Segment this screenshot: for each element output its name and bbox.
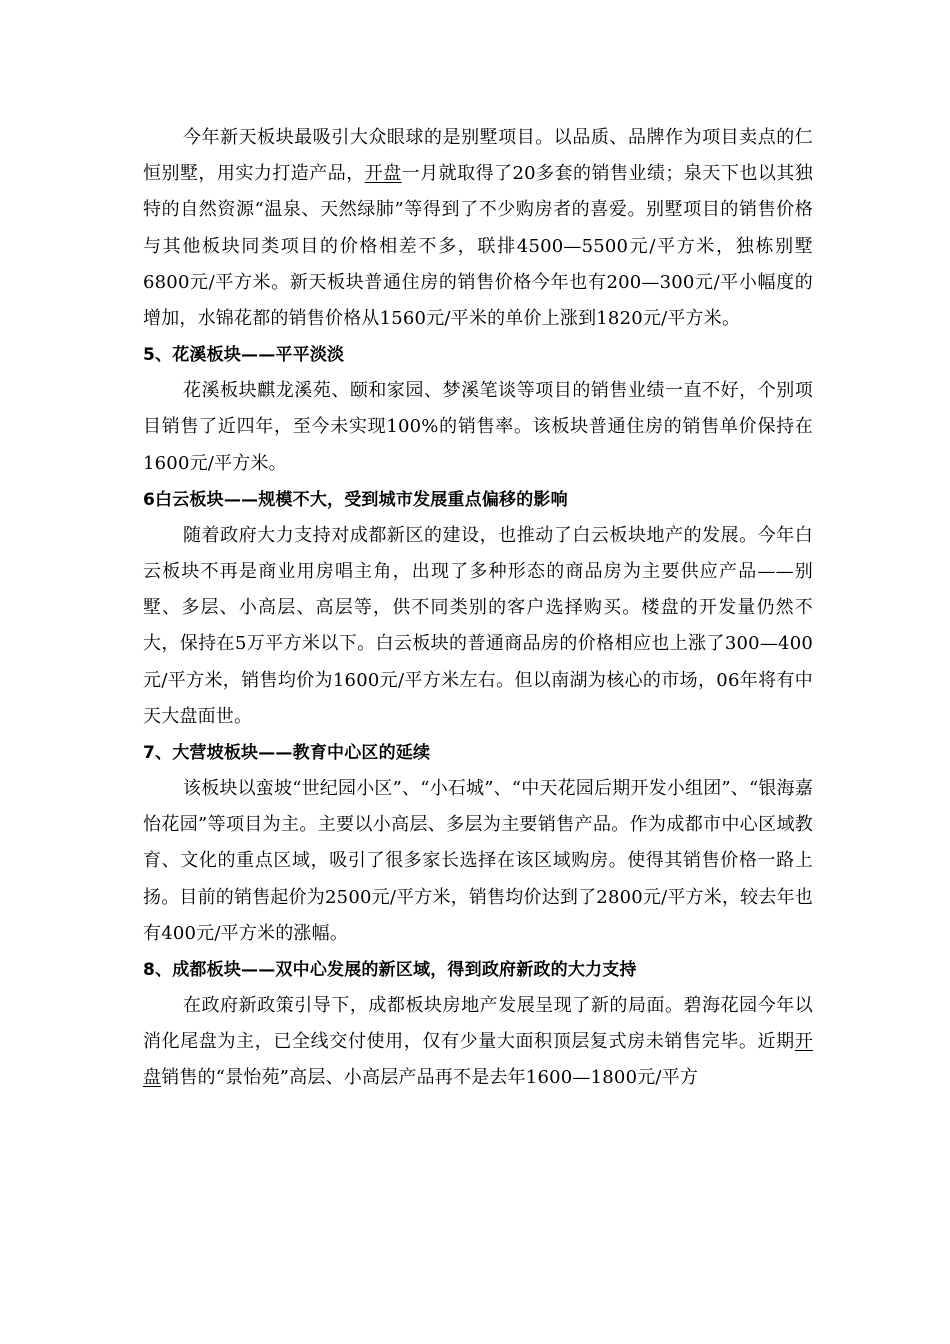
paragraph-baiyun: 随着政府大力支持对成都新区的建设，也推动了白云板块地产的发展。今年白云板块不再是商业用房唱主角，出现了多种形态的商品房为主要供应产品——别墅、多层、小高层、高层等，供不同类别的客户选择购买。楼盘的开发量仍然不大，保持在5万平方米以下。白云板块的普通商品房的价格相应也上涨了300—400元/平方米，销售均价为1600元/平方米左右。但以南湖为核心的市场，06年将有中天大盘面世。	[143, 524, 813, 727]
kaipan-link[interactable]: 开盘	[143, 1031, 813, 1089]
document-body	[143, 120, 813, 1097]
paragraph-xintian-villas	[143, 120, 813, 337]
section-heading-8: 8、成都板块——双中心发展的新区域，得到政府新政的大力支持	[143, 960, 637, 981]
paragraph-huaxi: 花溪板块麒龙溪苑、颐和家园、梦溪笔谈等项目的销售业绩一直不好，个别项目销售了近四年，至今未实现100%的销售率。该板块普通住房的销售单价保持在1600元/平方米。	[143, 380, 813, 474]
kaipan-link[interactable]: 开盘	[364, 163, 402, 185]
paragraph-text: 销售的“景怡苑”高层、小高层产品再不是去年1600—1800元/平方	[161, 1067, 699, 1089]
paragraph-text: 今年新天板块最吸引大众眼球的是别墅项目。以品质、品牌作为项目卖点的仁恒别墅，用实力打造产品，	[143, 127, 813, 185]
section-heading-5: 5、花溪板块——平平淡淡	[143, 345, 345, 366]
section-heading-7: 7、大营坡板块——教育中心区的延续	[143, 743, 431, 764]
paragraph-text: 一月就取得了20多套的销售业绩；泉天下也以其独特的自然资源“温泉、天然绿肺”等得到了不少购房者的喜爱。别墅项目的销售价格与其他板块同类项目的价格相差不多，联排4500—5500元/平方米，独栋别墅6800元/平方米。新天板块普通住房的销售价格今年也有200—300元/平小幅度的增加，水锦花都的销售价格从1560元/平米的单价上涨到1820元/平方米。	[143, 163, 813, 330]
paragraph-text: 在政府新政策引导下，成都板块房地产发展呈现了新的局面。碧海花园今年以消化尾盘为主，已全线交付使用，仅有少量大面积顶层复式房未销售完毕。近期	[143, 995, 813, 1053]
paragraph-dayingpo: 该板块以蛮坡“世纪园小区”、“小石城”、“中天花园后期开发小组团”、“银海嘉怡花园”等项目为主。主要以小高层、多层为主要销售产品。作为成都市中心区域教育、文化的重点区域，吸引了很多家长选择在该区域购房。使得其销售价格一路上扬。目前的销售起价为2500元/平方米，销售均价达到了2800元/平方米，较去年也有400元/平方米的涨幅。	[143, 778, 814, 944]
paragraph-chengdu	[143, 988, 813, 1097]
section-heading-6: 6白云板块——规模不大，受到城市发展重点偏移的影响	[143, 489, 568, 510]
